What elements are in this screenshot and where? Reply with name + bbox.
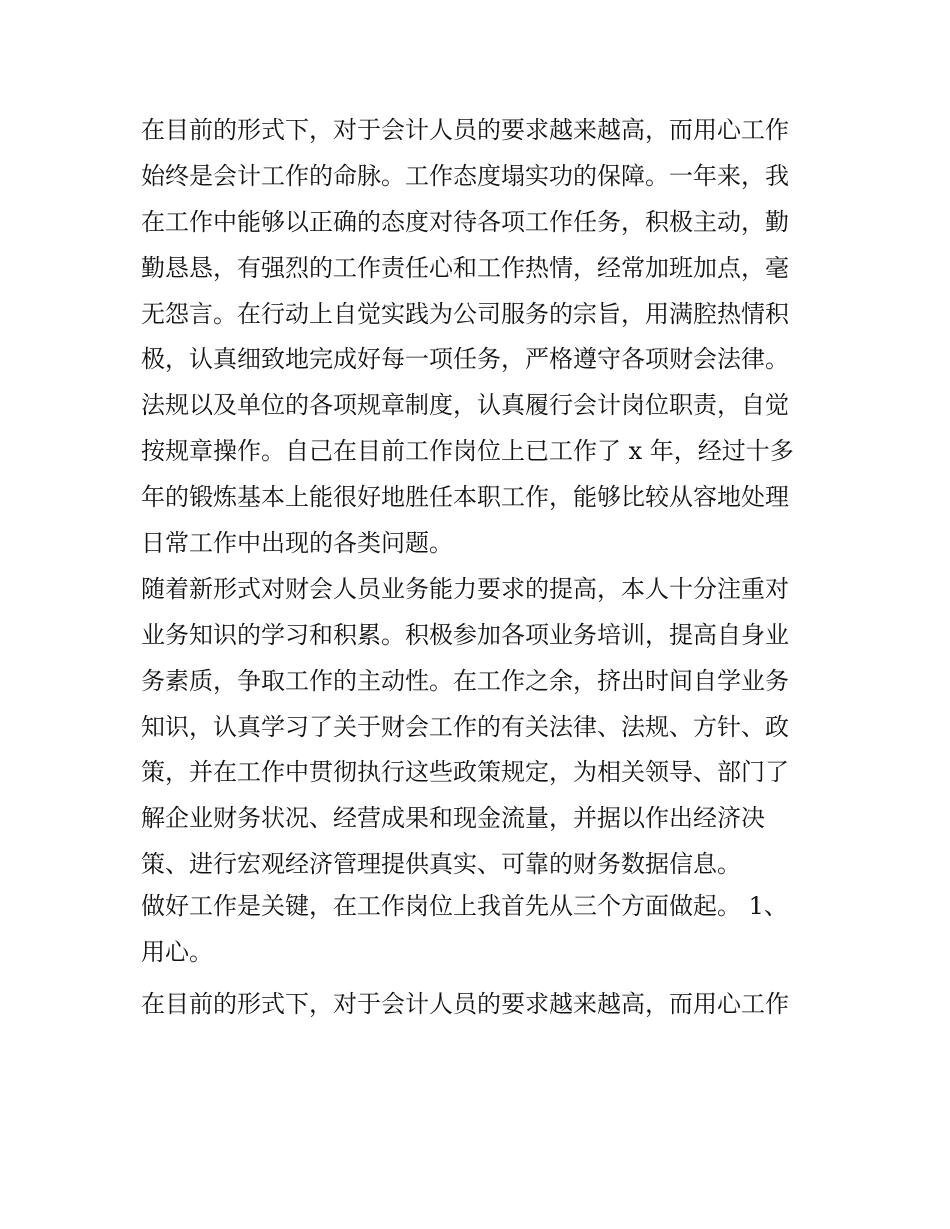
text-line: 在目前的形式下，对于会计人员的要求越来越高，而用心工作 [141,990,789,1019]
text-line: 随着新形式对财会人员业务能力要求的提高，本人十分注重对 [141,574,789,603]
paragraph-3 [141,884,813,976]
paragraph-1 [141,108,813,567]
document-body [141,108,813,1028]
text-line: 法规以及单位的各项规章制度，认真履行会计岗位职责，自觉 [141,391,789,420]
text-line: 年的锻炼基本上能很好地胜任本职工作，能够比较从容地处理 [141,483,789,512]
text-line: 知识，认真学习了关于财会工作的有关法律、法规、方针、政 [141,712,789,741]
text-line: 始终是会计工作的命脉。工作态度塌实功的保障。一年来，我 [141,161,789,190]
text-line: 按规章操作。自己在目前工作岗位上已工作了 x 年，经过十多 [141,437,794,466]
text-line: 做好工作是关键，在工作岗位上我首先从三个方面做起。 1、 [141,892,788,921]
text-line: 务素质，争取工作的主动性。在工作之余，挤出时间自学业务 [141,666,789,695]
text-line: 业务知识的学习和积累。积极参加各项业务培训，提高自身业 [141,620,789,649]
text-line: 极，认真细致地完成好每一项任务，严格遵守各项财会法律。 [141,345,789,374]
text-line: 在目前的形式下，对于会计人员的要求越来越高，而用心工作 [141,116,789,144]
text-line: 勤恳恳，有强烈的工作责任心和工作热情，经常加班加点，毫 [141,253,789,282]
paragraph-2 [141,567,813,884]
text-line: 策、进行宏观经济管理提供真实、可靠的财务数据信息。 [141,850,741,879]
text-line: 策，并在工作中贯彻执行这些政策规定，为相关领导、部门了 [141,758,789,787]
text-line: 无怨言。在行动上自觉实践为公司服务的宗旨，用满腔热情积 [141,299,789,328]
text-line: 日常工作中出现的各类问题。 [141,529,453,558]
text-line: 解企业财务状况、经营成果和现金流量，并据以作出经济决 [141,804,765,833]
text-line: 用心。 [141,938,213,967]
paragraph-4 [141,982,813,1028]
text-line: 在工作中能够以正确的态度对待各项工作任务，积极主动，勤 [141,207,789,236]
